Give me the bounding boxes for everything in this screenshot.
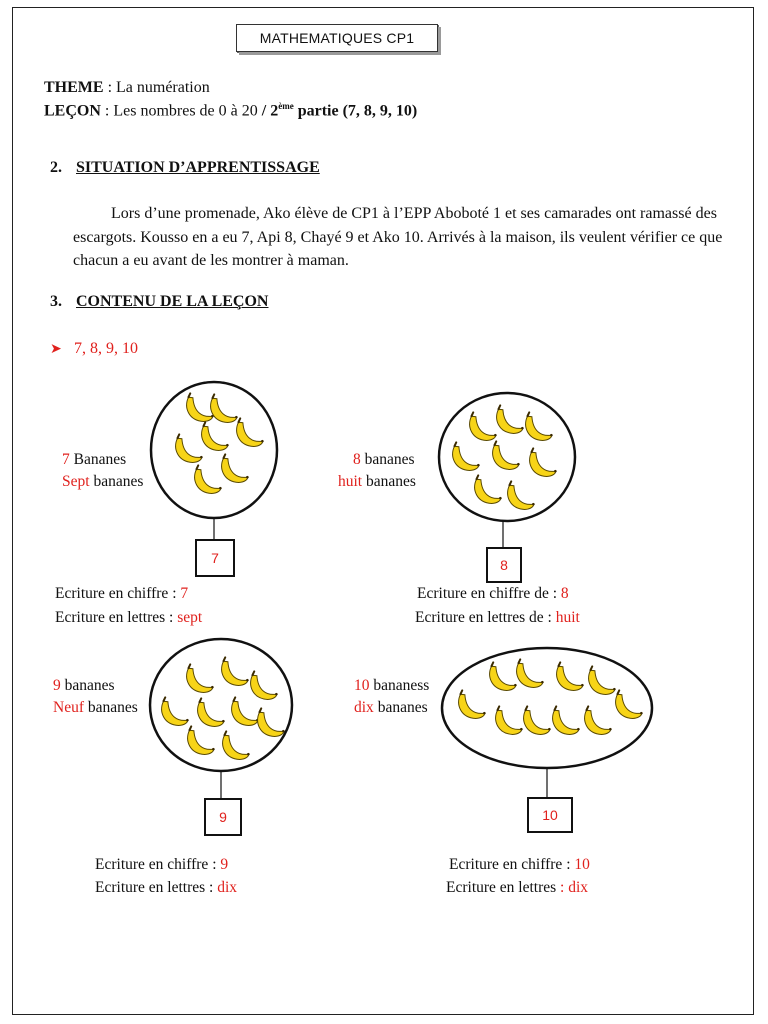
group-10-lettres: Ecriture en lettres : dix xyxy=(446,879,589,896)
group-9-label-1: 9 bananes xyxy=(53,677,115,694)
group-9-label-2: Neuf bananes xyxy=(53,699,138,716)
group-8-label-2: huit bananes xyxy=(338,473,416,490)
lecon-value: : Les nombres de 0 à 20 xyxy=(104,102,262,120)
group-9-number-box: 9 xyxy=(204,798,242,836)
lecon-sup: ème xyxy=(278,101,294,111)
group-8-lettres: Ecriture en lettres de : huit xyxy=(415,609,580,626)
situation-text: Lors d’une promenade, Ako élève de CP1 à l’EPP Aboboté 1 et ses camarades ont ramassé des escargots. Kousso en a eu 7, Api 8, Chayé 9 et Ako 10. Arrivés à la maison, ils veulent vérifier ce que chacun a eu avant de les montrer à maman. xyxy=(73,205,723,269)
lecon-label: LEÇON xyxy=(44,102,101,120)
group-8-number-box: 8 xyxy=(486,547,522,583)
group-8-chiffre: Ecriture en chiffre de : 8 xyxy=(417,585,569,602)
group-7-label-2: Sept bananes xyxy=(62,473,144,490)
group-10-chiffre: Ecriture en chiffre : 10 xyxy=(449,856,590,873)
group-7-lettres: Ecriture en lettres : sept xyxy=(55,609,203,626)
group-7-label-1: 7 Bananes xyxy=(62,451,127,468)
lecon-part-post: partie (7, 8, 9, 10) xyxy=(293,102,418,120)
section-2-title: SITUATION D’APPRENTISSAGE xyxy=(76,159,320,176)
group-10-number-box: 10 xyxy=(527,797,573,833)
group-8-label-1: 8 bananes xyxy=(353,451,415,468)
page-title: MATHEMATIQUES CP1 xyxy=(236,24,438,52)
group-10-label-2: dix bananes xyxy=(354,699,428,716)
theme-label: THEME xyxy=(44,79,104,96)
group-7-number-box: 7 xyxy=(195,539,235,577)
group-9-lettres: Ecriture en lettres : dix xyxy=(95,879,238,896)
bullet-text: 7, 8, 9, 10 xyxy=(74,340,138,357)
lecon-part-pre: / 2 xyxy=(261,102,279,120)
theme-value: : La numération xyxy=(107,79,210,96)
group-9-chiffre: Ecriture en chiffre : 9 xyxy=(95,856,229,873)
section-3-title: CONTENU DE LA LEÇON xyxy=(76,293,269,310)
arrow-bullet-icon: ➤ xyxy=(50,342,62,357)
banana-group-9-ellipse xyxy=(150,639,292,771)
section-3-number: 3. xyxy=(50,293,62,310)
group-7-chiffre: Ecriture en chiffre : 7 xyxy=(55,585,189,602)
group-10-label-1: 10 bananess xyxy=(354,677,430,694)
section-2-number: 2. xyxy=(50,159,62,176)
